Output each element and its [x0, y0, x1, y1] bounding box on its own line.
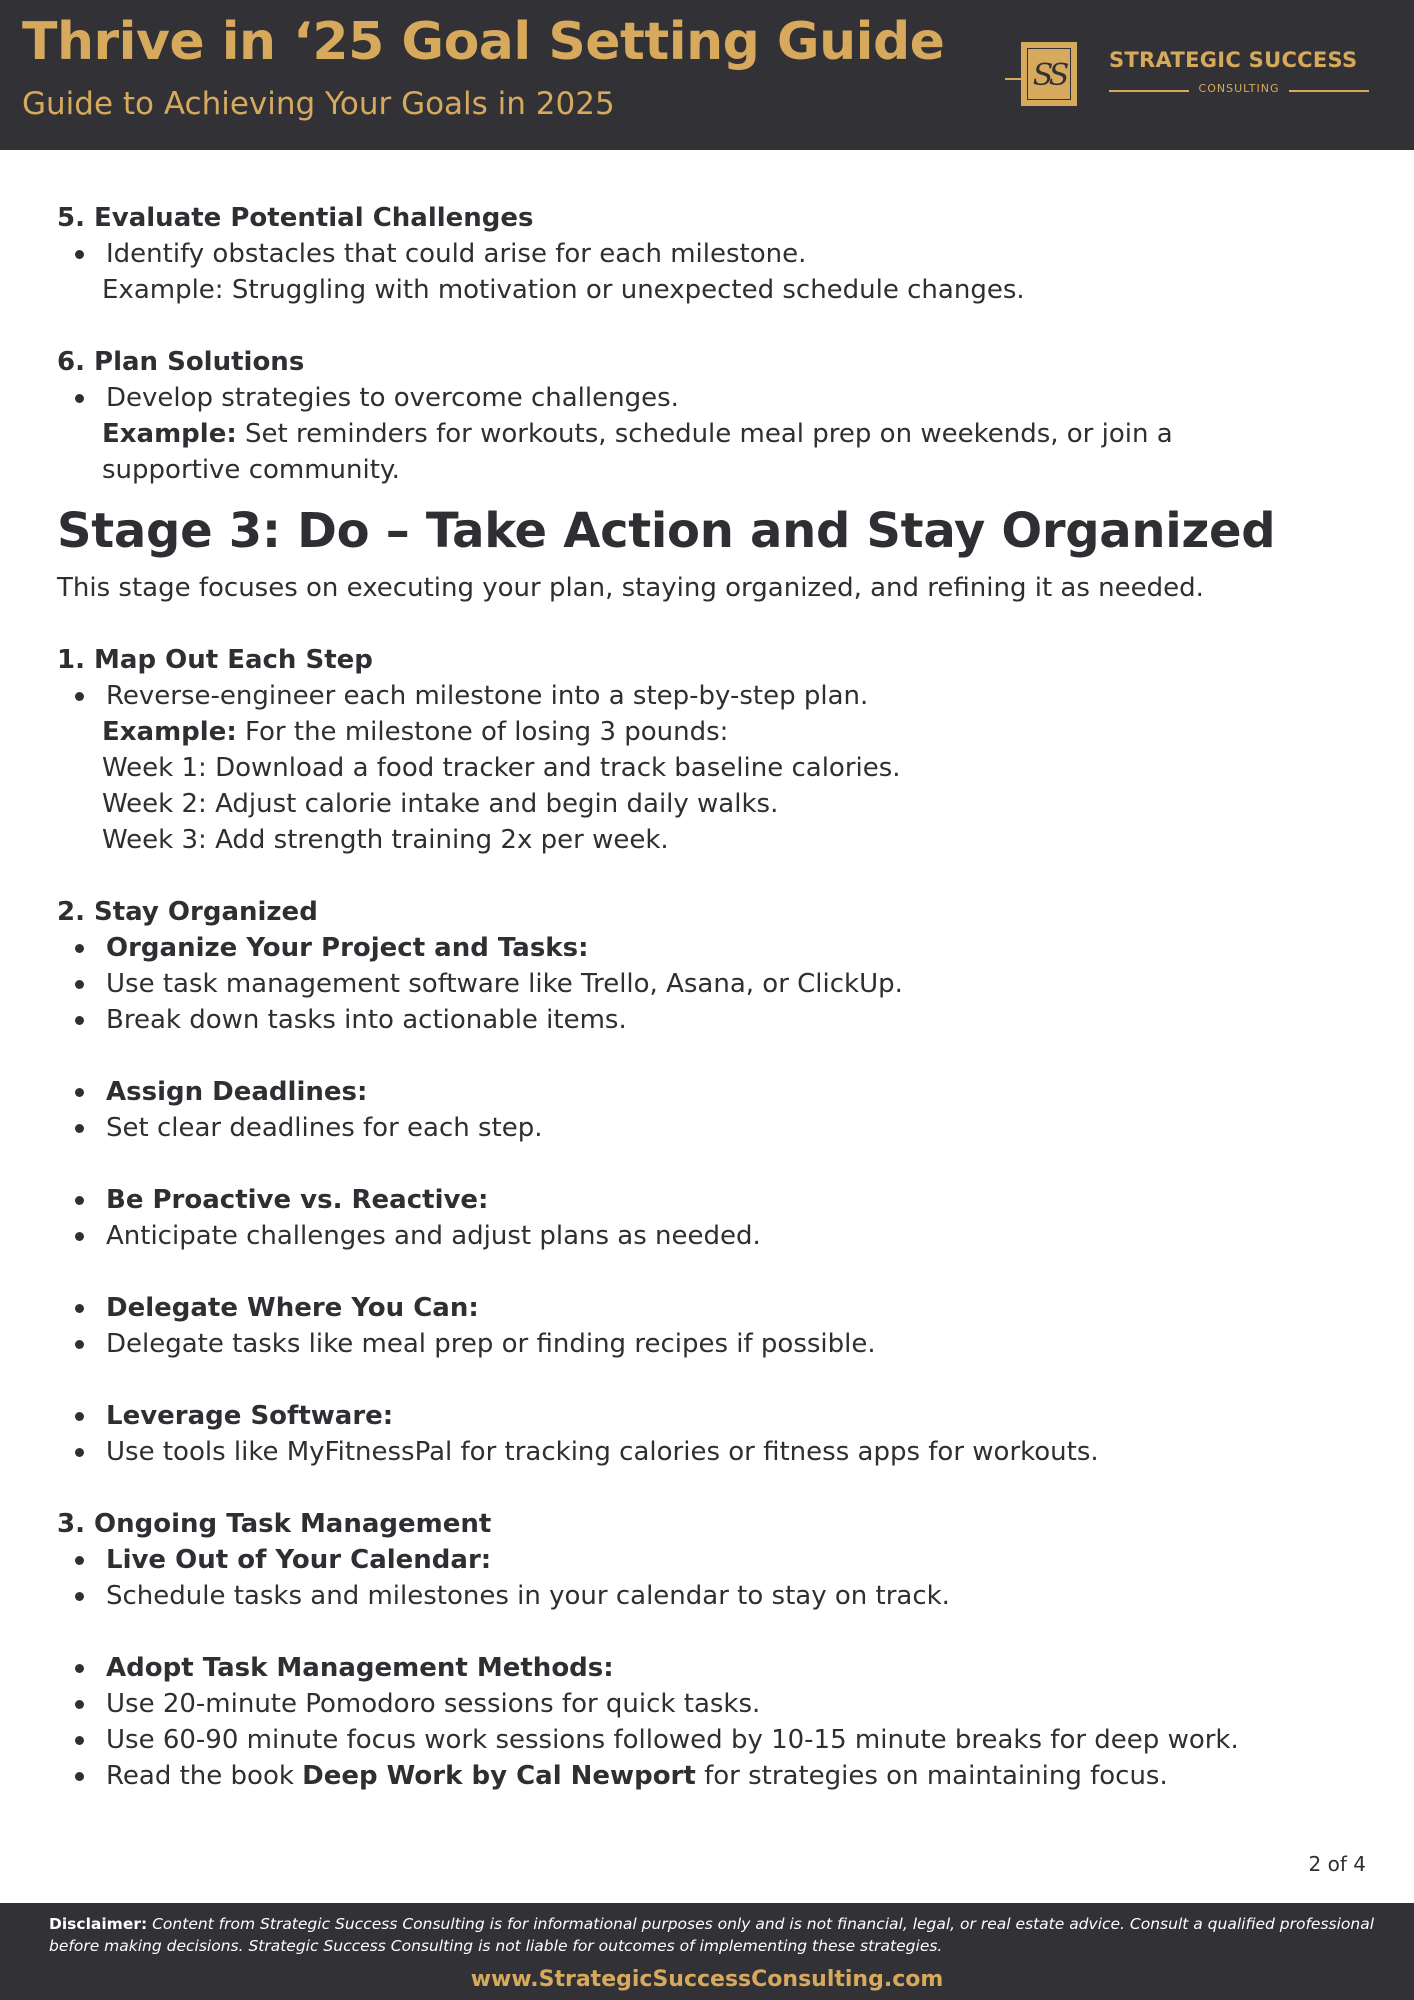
list-item: Schedule tasks and milestones in your calendar to stay on track. — [57, 1578, 1377, 1614]
section-6-title: 6. Plan Solutions — [57, 347, 305, 377]
logo-monogram: SS — [1027, 48, 1071, 100]
page-number: 2 of 4 — [1308, 1852, 1366, 1876]
logo-divider-left — [1109, 90, 1189, 92]
group-heading: Leverage Software: — [57, 1398, 1377, 1434]
bullet-icon — [75, 1088, 84, 1097]
bullet-icon — [75, 1664, 84, 1673]
stage-3-intro: This stage focuses on executing your plan, staying organized, and refining it as needed. — [57, 573, 1204, 603]
week-line: Week 2: Adjust calorie intake and begin daily walks. — [102, 789, 779, 819]
list-item: Use 20-minute Pomodoro sessions for quick tasks. — [57, 1686, 1377, 1722]
list-item: Use 60-90 minute focus work sessions followed by 10-15 minute breaks for deep work. — [57, 1722, 1377, 1758]
week-line: Week 1: Download a food tracker and track baseline calories. — [102, 753, 901, 783]
example-text: Example: For the milestone of losing 3 pounds: — [102, 717, 729, 747]
bullet-icon — [75, 250, 84, 259]
guide-title: Thrive in ‘25 Goal Setting Guide — [22, 12, 945, 72]
bullet-icon — [75, 980, 84, 989]
disclaimer-text: Content from Strategic Success Consulting is for informational purposes only and is not financial, legal, or real estate advice. Consult a qualified professional before making decisions. Strategic Success Consulting is not liable for outcomes of implementing these strategies. — [49, 1915, 1375, 1955]
bullet-icon — [75, 692, 84, 701]
bullet-icon — [75, 1340, 84, 1349]
bullet-icon — [75, 1412, 84, 1421]
logo-tagline: CONSULTING — [1198, 82, 1280, 95]
bullet-icon — [75, 1016, 84, 1025]
list-item: Use task management software like Trello, Asana, or ClickUp. — [57, 966, 1377, 1002]
list-item: Anticipate challenges and adjust plans as needed. — [57, 1218, 1377, 1254]
bullet-icon — [75, 944, 84, 953]
bullet-icon — [75, 394, 84, 403]
list-item: Use tools like MyFitnessPal for tracking calories or fitness apps for workouts. — [57, 1434, 1377, 1470]
step-1-title: 1. Map Out Each Step — [57, 645, 373, 675]
page-header — [0, 0, 1414, 150]
logo-mark — [1021, 42, 1077, 106]
list-item: Break down tasks into actionable items. — [57, 1002, 1377, 1038]
group-heading: Be Proactive vs. Reactive: — [57, 1182, 1377, 1218]
bullet-icon — [75, 1448, 84, 1457]
logo-divider-right — [1289, 90, 1369, 92]
group-heading: Live Out of Your Calendar: — [57, 1542, 1377, 1578]
list-item: Read the book Deep Work by Cal Newport for strategies on maintaining focus. — [57, 1758, 1377, 1794]
bullet-icon — [75, 1124, 84, 1133]
stage-3-title: Stage 3: Do – Take Action and Stay Organized — [57, 503, 1276, 559]
list-item: Develop strategies to overcome challenges. — [57, 380, 1377, 416]
bullet-icon — [75, 1700, 84, 1709]
group-heading: Organize Your Project and Tasks: — [57, 930, 1377, 966]
list-item: Reverse-engineer each milestone into a step-by-step plan. — [57, 678, 1377, 714]
company-logo — [1005, 38, 1385, 114]
website-link[interactable]: www.StrategicSuccessConsulting.com — [470, 1967, 944, 1992]
step-2-title: 2. Stay Organized — [57, 897, 318, 927]
list-item: Identify obstacles that could arise for each milestone. — [57, 236, 1377, 272]
bullet-icon — [75, 1304, 84, 1313]
bullet-icon — [75, 1232, 84, 1241]
page-content — [57, 200, 1377, 1794]
logo-swash — [1005, 78, 1021, 80]
example-text: Example: Struggling with motivation or unexpected schedule changes. — [102, 275, 1025, 305]
week-line: Week 3: Add strength training 2x per week. — [102, 825, 669, 855]
list-item: Delegate tasks like meal prep or finding recipes if possible. — [57, 1326, 1377, 1362]
page-footer — [0, 1903, 1414, 2000]
group-heading: Delegate Where You Can: — [57, 1290, 1377, 1326]
bullet-icon — [75, 1196, 84, 1205]
bullet-icon — [75, 1736, 84, 1745]
logo-name: STRATEGIC SUCCESS — [1109, 48, 1358, 72]
list-item: Set clear deadlines for each step. — [57, 1110, 1377, 1146]
bullet-icon — [75, 1772, 84, 1781]
disclaimer-label: Disclaimer: — [49, 1915, 148, 1933]
example-text-continued: supportive community. — [102, 455, 400, 485]
section-5-title: 5. Evaluate Potential Challenges — [57, 203, 534, 233]
example-text: Example: Set reminders for workouts, schedule meal prep on weekends, or join a — [102, 419, 1173, 449]
group-heading: Assign Deadlines: — [57, 1074, 1377, 1110]
guide-subtitle: Guide to Achieving Your Goals in 2025 — [22, 86, 615, 122]
book-title: Deep Work by Cal Newport — [302, 1761, 696, 1791]
bullet-icon — [75, 1592, 84, 1601]
group-heading: Adopt Task Management Methods: — [57, 1650, 1377, 1686]
step-3-title: 3. Ongoing Task Management — [57, 1509, 492, 1539]
disclaimer — [49, 1913, 1379, 1957]
bullet-icon — [75, 1556, 84, 1565]
